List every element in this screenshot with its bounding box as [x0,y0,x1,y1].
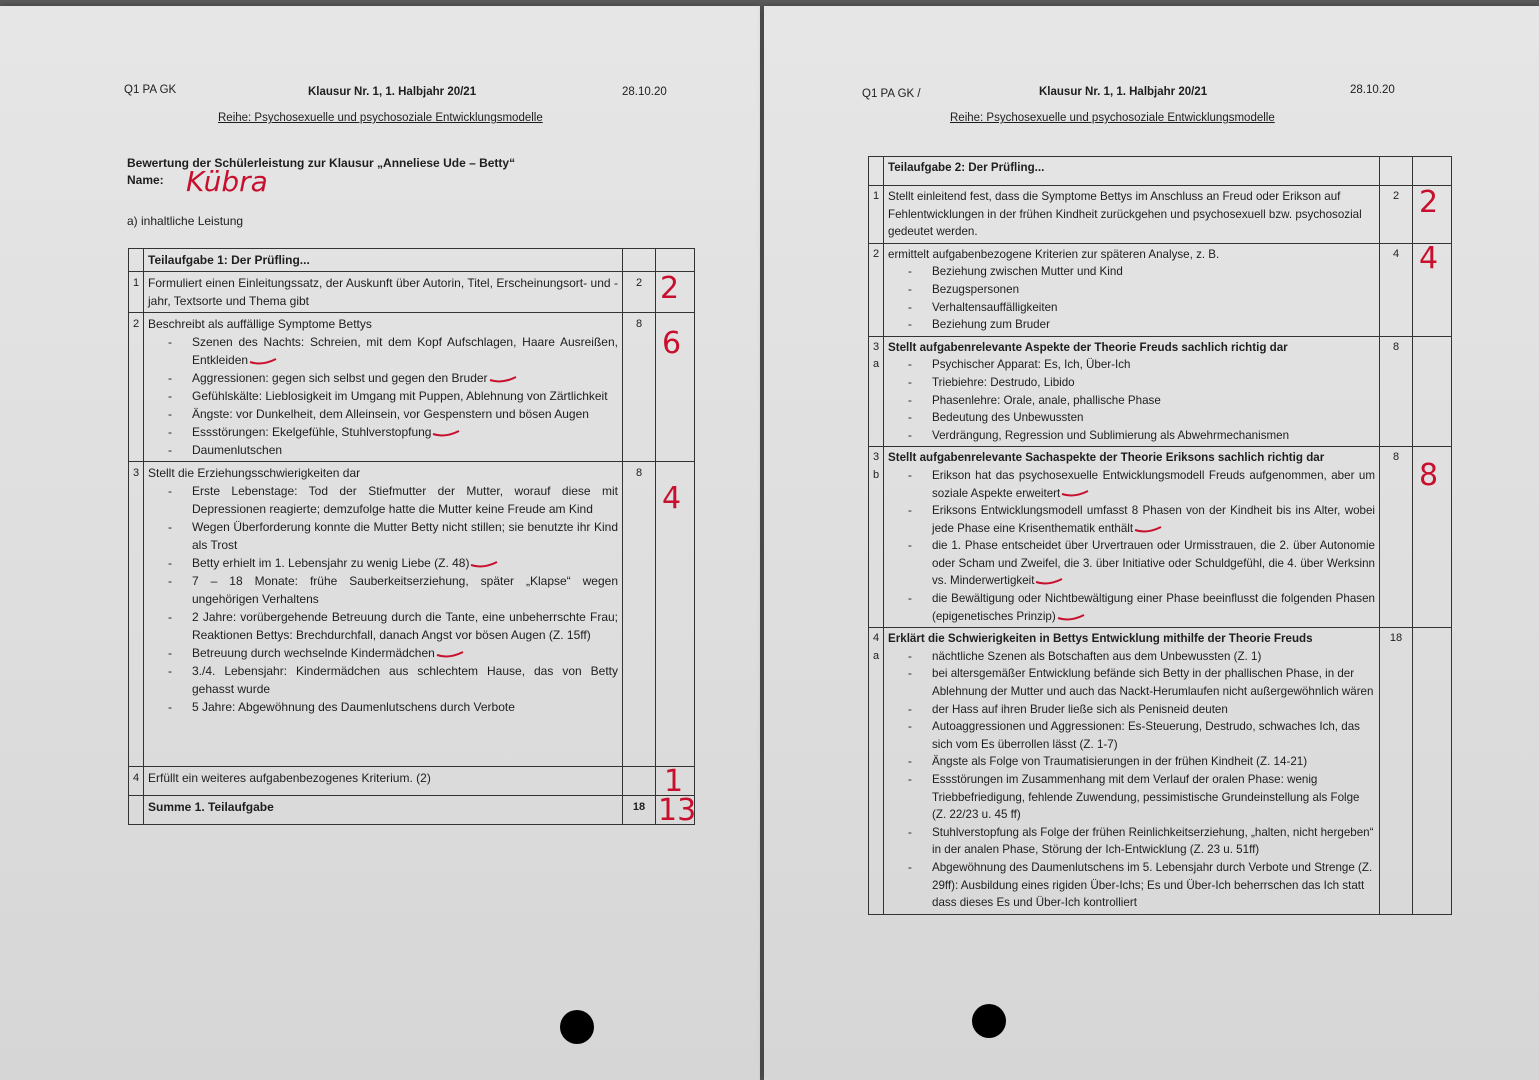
table-row [129,767,695,796]
task2-table [868,156,1452,915]
check-mark-icon [469,559,499,569]
criterion-cell [884,243,1380,336]
table-row: 3 b Stellt aufgabenrelevante Sachaspekte der Theorie Eriksons sachlich richtig dar - Erikson hat das psychosexuelle Entwicklungsmodell Freuds aufgenommen, aber um soziale Aspekte erweitert - Eriksons Entwicklungsmodell umfasst 8 Phasen von der Kindheit bis ins Alter, wobei jede Phase eine Krisenthematik enthält - die 1. Phase entscheidet über Urvertrauen oder Urmisstrauen, die 2. über Autonomie oder Scham und Zweifel, die 3. über Initiative oder Schuldgefühl, die 4. über Werksinn vs. Minderwertigkeit - die Bewältigung oder Nichtbewältigung einer Phase beeinflusst die folgenden Phasen (epigenetisches Prinzip) 8 8 [869,447,1452,628]
course-label: Q1 PA GK [124,84,177,96]
list-item: - Bezugspersonen [932,281,1375,299]
right-page [764,6,1539,1080]
criterion-cell [144,462,623,767]
achieved-points-handwritten: 6 [662,326,682,361]
achieved-points-handwritten: 8 [1419,458,1439,494]
check-mark-icon [488,374,518,384]
check-mark-icon [431,428,461,438]
list-item: - 7 – 18 Monate: frühe Sauberkeitserziehung, später „Klapse“ wegen ungehörigen Verhaltens [192,572,618,608]
list-item: - Stuhlverstopfung als Folge der frühen Reinlichkeitserziehung, „halten, nicht hergeben“ in der analen Phase, Störung der Ich-Entwicklung (Z. 23 u. 51ff) [932,824,1375,859]
list-item: - Ängste als Folge von Traumatisierungen in der frühen Kindheit (Z. 14-21) [932,753,1375,771]
table-row [869,186,1452,244]
criterion-text: Stellt einleitend fest, dass die Symptome Bettys im Anschluss an Freud oder Erikson auf Fehlentwicklungen in der frühen Kindheit zurückgehen und psychosexuell bzw. psychosozial gedeutet werden. [884,186,1380,244]
row-number: 1 [869,186,884,244]
list-item: - Ängste: vor Dunkelheit, dem Alleinsein, vor Gespenstern und bösen Augen [192,405,618,423]
list-item: - Essstörungen: Ekelgefühle, Stuhlverstopfung [192,423,618,441]
list-item: - Bedeutung des Unbewussten [932,409,1375,427]
check-mark-icon [248,356,278,366]
criterion-list [888,648,1375,912]
series-title: Reihe: Psychosexuelle und psychosoziale Entwicklungsmodelle [950,112,1275,124]
list-item: - nächtliche Szenen als Botschaften aus dem Unbewussten (Z. 1) [932,648,1375,666]
table-row [129,313,695,462]
criterion-text: ermittelt aufgabenbezogene Kriterien zur späteren Analyse, z. B. [888,247,1220,261]
achieved-points-handwritten: 1 [664,764,684,799]
achieved-points-handwritten: 2 [660,271,680,306]
series-title: Reihe: Psychosexuelle und psychosoziale Entwicklungsmodelle [218,112,543,124]
check-mark-icon [1034,576,1064,586]
achieved-points-handwritten: 4 [662,481,682,516]
criterion-list [888,467,1375,625]
list-item: - Beziehung zwischen Mutter und Kind [932,263,1375,281]
criterion-cell [884,447,1380,628]
task1-table [128,248,697,828]
achieved-points-handwritten: 2 [1419,185,1439,220]
punch-hole [972,1004,1006,1038]
list-item: - Wegen Überforderung konnte die Mutter Betty nicht stillen; sie benutzte ihr Kind als Trost [192,518,618,554]
check-mark-icon [435,649,465,659]
punch-hole [560,1010,594,1044]
task-title: Teilaufgabe 1: Der Prüfling... [144,249,623,272]
criterion-text: Beschreibt als auffällige Symptome Bettys [148,317,372,331]
criterion-text: Stellt aufgabenrelevante Aspekte der Theorie Freuds sachlich richtig dar [888,340,1288,354]
max-points [623,767,656,796]
criterion-cell [884,336,1380,447]
left-page [0,6,760,1080]
course-label: Q1 PA GK / [862,88,921,100]
table-row [129,272,695,313]
table-row [129,462,695,767]
list-item: - Essstörungen im Zusammenhang mit dem Verlauf der oralen Phase: wenig Triebbefriedigung, fehlende Zuwendung, pessimistische Grundeinstellung als Folge (Z. 22/23 u. 45 ff) [932,771,1375,824]
criterion-list [888,356,1375,444]
name-label: Name: [127,173,164,187]
task-title: Teilaufgabe 2: Der Prüfling... [884,157,1380,186]
list-item: - Verhaltensauffälligkeiten [932,299,1375,317]
section-label: a) inhaltliche Leistung [127,214,244,228]
max-points: 2 [1380,186,1413,244]
criterion-cell [144,313,623,462]
list-item: - Erikson hat das psychosexuelle Entwicklungsmodell Freuds aufgenommen, aber um soziale Aspekte erweitert [932,467,1375,502]
table-title-row [869,157,1452,186]
list-item: - Daumenlutschen [192,441,618,459]
list-item: - Psychischer Apparat: Es, Ich, Über-Ich [932,356,1375,374]
criterion-list [148,482,618,716]
list-item: - Triebiehre: Destrudo, Libido [932,374,1375,392]
criterion-text: Erklärt die Schwierigkeiten in Bettys Entwicklung mithilfe der Theorie Freuds [888,632,1313,646]
exam-date: 28.10.20 [1350,84,1395,96]
list-item: - Beziehung zum Bruder [932,316,1375,334]
table-row: 4 a Erklärt die Schwierigkeiten in Bettys Entwicklung mithilfe der Theorie Freuds - nächtliche Szenen als Botschaften aus dem Unbewussten (Z. 1) - bei altersgemäßer Entwicklung befände sich Betty in der phallischen Phase, in der Ablehnung der Mutter und auch das Nackt-Herumlaufen nicht außergewöhnlich wären - der Hass auf ihren Bruder ließe sich als Penisneid deuten - Autoaggressionen und Aggressionen: Es-Steuerung, Destrudo, schwaches Ich, das sich vom Es überrollen lässt (Z. 1-7) - Ängste als Folge von Traumatisierungen in der frühen Kindheit (Z. 14-21) - Essstörungen im Zusammenhang mit dem Verlauf der oralen Phase: wenig Triebbefriedigung, fehlende Zuwendung, pessimistische Grundeinstellung als Folge (Z. 22/23 u. 45 ff) - Stuhlverstopfung als Folge der frühen Reinlichkeitserziehung, „halten, nicht hergeben“ in der analen Phase, Störung der Ich-Entwicklung (Z. 23 u. 51ff) - Abgewöhnung des Daumenlutschens im 5. Lebensjahr durch Verbote und Strenge (Z. 29ff): Ausbildung eines rigiden Über-Ichs; Es und Über-Ich beherrschen das Ich statt dass dieses Es und Über-Ich kontrolliert 18 [869,628,1452,915]
row-number: 2 [129,313,144,462]
max-points: 2 [623,272,656,313]
student-name-handwritten: Kübra [186,165,268,198]
max-points: 8 [623,462,656,767]
criterion-text: Stellt aufgabenrelevante Sachaspekte der Theorie Eriksons sachlich richtig dar [888,451,1325,465]
sum-achieved-handwritten: 13 [658,793,697,828]
max-points: 4 [1380,243,1413,336]
list-item: - Verdrängung, Regression und Sublimierung als Abwehrmechanismen [932,427,1375,445]
evaluation-title: Bewertung der Schülerleistung zur Klausur „Anneliese Ude – Betty“ [127,156,516,170]
table-row: 3 a Stellt aufgabenrelevante Aspekte der Theorie Freuds sachlich richtig dar - Psychischer Apparat: Es, Ich, Über-Ich - Triebiehre: Destrudo, Libido - Phasenlehre: Orale, anale, phallische Phase - Bedeutung des Unbewussten - Verdrängung, Regression und Sublimierung als Abwehrmechanismen 8 [869,336,1452,447]
row-number: 2 [869,243,884,336]
max-points: 8 [1380,447,1413,628]
list-item: - Aggressionen: gegen sich selbst und gegen den Bruder [192,369,618,387]
check-mark-icon [1056,612,1086,622]
exam-title: Klausur Nr. 1, 1. Halbjahr 20/21 [1039,86,1208,98]
list-item: - Gefühlskälte: Lieblosigkeit im Umgang mit Puppen, Ablehnung von Zärtlichkeit [192,387,618,405]
criterion-text: Erfüllt ein weiteres aufgabenbezogenes Kriterium. (2) [144,767,623,796]
list-item: - Autoaggressionen und Aggressionen: Es-Steuerung, Destrudo, schwaches Ich, das sich vom Es überrollen lässt (Z. 1-7) [932,718,1375,753]
criterion-list [888,263,1375,333]
sum-row [129,796,695,825]
list-item: - bei altersgemäßer Entwicklung befände sich Betty in der phallischen Phase, in der Ablehnung der Mutter und auch das Nackt-Herumlaufen nicht außergewöhnlich wären [932,665,1375,700]
max-points: 8 [623,313,656,462]
list-item: - Phasenlehre: Orale, anale, phallische Phase [932,392,1375,410]
list-item: - 2 Jahre: vorübergehende Betreuung durch die Tante, eine unbeherrschte Frau; Reaktionen Bettys: Brechdurchfall, danach Angst vor bösen Augen (Z. 15ff) [192,608,618,644]
check-mark-icon [1133,524,1163,534]
list-item: - die 1. Phase entscheidet über Urvertrauen oder Urmisstrauen, die 2. über Autonomie oder Scham und Zweifel, die 3. über Initiative oder Schuldgefühl, die 4. über Werksinn vs. Minderwertigkeit [932,537,1375,590]
max-points: 18 [1380,628,1413,915]
criterion-text: Stellt die Erziehungsschwierigkeiten dar [148,466,361,480]
row-number: 1 [129,272,144,313]
criterion-list [148,333,618,459]
list-item: - Erste Lebenstage: Tod der Stiefmutter der Mutter, worauf diese mit Depressionen reagierte; demzufolge hatte die Mutter keine Freude am Kind [192,482,618,518]
criterion-cell [884,628,1380,915]
list-item: - Szenen des Nachts: Schreien, mit dem Kopf Aufschlagen, Haare Ausreißen, Entkleiden [192,333,618,369]
achieved-points-handwritten: 4 [1419,240,1439,276]
exam-title: Klausur Nr. 1, 1. Halbjahr 20/21 [308,86,477,98]
max-points: 8 [1380,336,1413,447]
table-title-row [129,249,695,272]
sum-label: Summe 1. Teilaufgabe [144,796,623,825]
list-item: - 3./4. Lebensjahr: Kindermädchen aus schlechtem Hause, das von Betty gehasst wurde [192,662,618,698]
list-item: - 5 Jahre: Abgewöhnung des Daumenlutschens durch Verbote [192,698,618,716]
table-row [869,243,1452,336]
list-item: - der Hass auf ihren Bruder ließe sich als Penisneid deuten [932,701,1375,719]
list-item: - Abgewöhnung des Daumenlutschens im 5. Lebensjahr durch Verbote und Strenge (Z. 29ff): Ausbildung eines rigiden Über-Ichs; Es und Über-Ich beherrschen das Ich statt dass dieses Es und Über-Ich kontrolliert [932,859,1375,912]
check-mark-icon [1060,488,1090,498]
row-number: 3 [129,462,144,767]
sum-max-points: 18 [623,796,656,825]
row-number: 4 [129,767,144,796]
criterion-text: Formuliert einen Einleitungssatz, der Auskunft über Autorin, Titel, Erscheinungsort- und -jahr, Textsorte und Thema gibt [144,272,623,313]
list-item: - Betty erhielt im 1. Lebensjahr zu wenig Liebe (Z. 48) [192,554,618,572]
exam-date: 28.10.20 [622,86,667,98]
list-item: - Eriksons Entwicklungsmodell umfasst 8 Phasen von der Kindheit bis ins Alter, wobei jede Phase eine Krisenthematik enthält [932,502,1375,537]
list-item: - die Bewältigung oder Nichtbewältigung einer Phase beeinflusst die folgenden Phasen (epigenetisches Prinzip) [932,590,1375,625]
list-item: - Betreuung durch wechselnde Kindermädchen [192,644,618,662]
